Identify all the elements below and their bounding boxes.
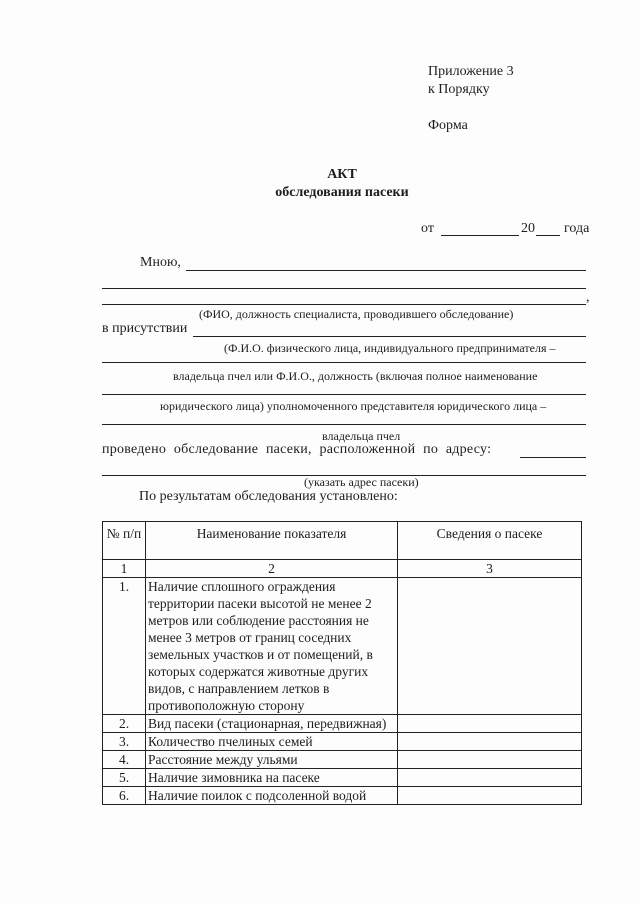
- numbering-cell: 3: [398, 560, 582, 578]
- inspection-text: проведено обследование пасеки, расположенной по адресу:: [102, 442, 492, 457]
- table-numbering-row: [103, 560, 582, 578]
- row-value[interactable]: [398, 715, 582, 733]
- row-number: 6.: [103, 787, 146, 805]
- year-field[interactable]: [536, 235, 560, 236]
- header-num: [103, 522, 146, 560]
- header-value: [398, 522, 582, 560]
- header-num-label: № п/п: [106, 526, 142, 541]
- row-number: 3.: [103, 733, 146, 751]
- presence-field-1[interactable]: [193, 336, 586, 337]
- row-name: Количество пчелиных семей: [146, 733, 398, 751]
- inspection-table: [102, 521, 582, 805]
- row-name: Наличие зимовника на пасеке: [146, 769, 398, 787]
- form-label: Форма: [428, 118, 468, 133]
- table-header-row: [103, 522, 582, 560]
- table-row: [103, 769, 582, 787]
- header-name-label: Наименование показателя: [196, 526, 347, 541]
- document-title: АКТ: [327, 167, 357, 182]
- in-presence-label: в присутствии: [102, 321, 188, 336]
- date-from-label: от: [421, 221, 434, 236]
- presence-field-2[interactable]: [102, 362, 586, 363]
- table-row: [103, 733, 582, 751]
- numbering-cell: 1: [103, 560, 146, 578]
- row-number: 5.: [103, 769, 146, 787]
- person-hint-2: владельца пчел или Ф.И.О., должность (включая полное наименование: [173, 369, 538, 383]
- row-name: Расстояние между ульями: [146, 751, 398, 769]
- table-row: [103, 787, 582, 805]
- specialist-field-2[interactable]: [102, 288, 586, 289]
- appendix-label: Приложение 3: [428, 64, 514, 79]
- row-name: Наличие сплошного ограждения территории пасеки высотой не менее 2 метров или соблюдение расстояния не менее 3 метров от границ соседних земельных участков и от помещений, в которых содержатся животные других видов, с направлением летков в противоположную сторону: [146, 578, 398, 715]
- row-value[interactable]: [398, 733, 582, 751]
- table-row: [103, 715, 582, 733]
- person-hint-3: юридического лица) уполномоченного представителя юридического лица –: [160, 399, 547, 413]
- header-name: [146, 522, 398, 560]
- year-prefix: 20: [521, 221, 535, 236]
- date-day-month-field[interactable]: [441, 235, 519, 236]
- by-me-label: Мною,: [140, 255, 181, 270]
- specialist-field-1[interactable]: [186, 270, 586, 271]
- person-hint-1: (Ф.И.О. физического лица, индивидуального предпринимателя –: [224, 341, 556, 355]
- row-number: 4.: [103, 751, 146, 769]
- specialist-hint: (ФИО, должность специалиста, проводившего обследование): [199, 307, 514, 321]
- person-hint-4: владельца пчел: [322, 429, 401, 443]
- table-row: [103, 578, 582, 715]
- results-intro: По результатам обследования установлено:: [139, 489, 398, 504]
- header-value-label: Сведения о пасеке: [436, 526, 543, 541]
- order-label: к Порядку: [428, 82, 490, 97]
- specialist-field-3[interactable]: [102, 304, 586, 305]
- presence-field-3[interactable]: [102, 394, 586, 395]
- document-subtitle: обследования пасеки: [275, 185, 409, 200]
- row-value[interactable]: [398, 769, 582, 787]
- table-row: [103, 751, 582, 769]
- row-value[interactable]: [398, 578, 582, 715]
- row-value[interactable]: [398, 787, 582, 805]
- row-value[interactable]: [398, 751, 582, 769]
- row-name: Наличие поилок с подсоленной водой: [146, 787, 398, 805]
- address-field-1[interactable]: [520, 457, 586, 458]
- row-number: 2.: [103, 715, 146, 733]
- year-suffix: года: [564, 221, 590, 236]
- row-number: 1.: [103, 578, 146, 715]
- address-hint: (указать адрес пасеки): [304, 475, 419, 489]
- row-name: Вид пасеки (стационарная, передвижная): [146, 715, 398, 733]
- presence-field-4[interactable]: [102, 424, 586, 425]
- comma: ,: [586, 290, 590, 305]
- numbering-cell: 2: [146, 560, 398, 578]
